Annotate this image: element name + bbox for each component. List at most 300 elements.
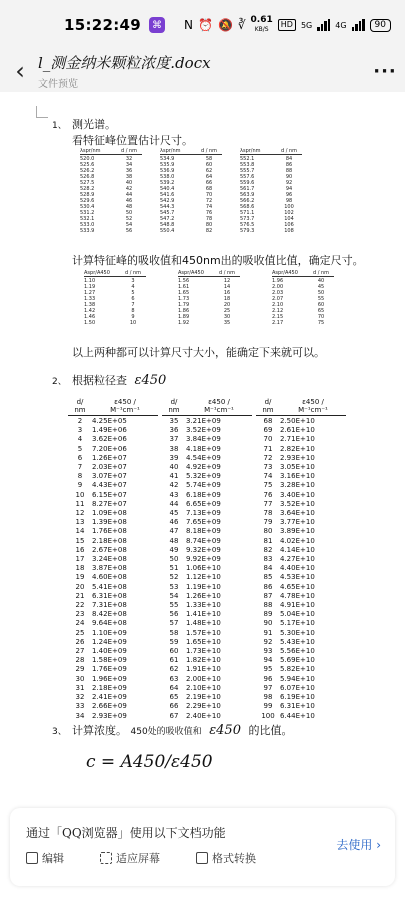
header-cell: M⁻¹cm⁻¹	[110, 406, 140, 414]
table-cell: 91	[263, 628, 273, 637]
network-4g-label: 4G	[335, 20, 347, 30]
table-cell: 2.40E+10	[186, 711, 221, 720]
nfc-icon: N	[184, 18, 193, 32]
table-cell: 46	[169, 518, 179, 527]
table-cell: 70	[317, 314, 325, 320]
table-cell: 8	[77, 472, 83, 481]
table-row	[256, 454, 346, 463]
table-cell: 50	[317, 290, 325, 296]
table-row	[68, 555, 158, 564]
table-cell: 5.74E+09	[186, 481, 221, 490]
table-cell: 5.94E+10	[280, 674, 315, 683]
back-arrow-icon[interactable]: ‹	[15, 57, 25, 85]
table-cell: 4.78E+10	[280, 591, 315, 600]
table-row	[256, 417, 346, 426]
table-cell: 4.14E+10	[280, 545, 315, 554]
table-cell: 579.3	[240, 228, 255, 234]
header-cell: d / nm	[218, 270, 236, 276]
table-cell: 2	[77, 417, 83, 425]
ratio-size-table	[84, 270, 366, 326]
table-cell: 2.18E+08	[92, 536, 127, 545]
table-cell: 47	[169, 527, 179, 536]
header-cell: d/	[264, 398, 272, 406]
table-row	[162, 601, 252, 610]
table-row	[256, 500, 346, 509]
table-row	[256, 435, 346, 444]
table-cell: 66	[205, 180, 213, 186]
table-cell: 1.38	[84, 302, 96, 308]
qq-browser-promo-card	[10, 808, 395, 886]
table-row	[162, 472, 252, 481]
table-cell: 550.4	[160, 228, 175, 234]
table-cell: 5.32E+09	[186, 472, 221, 481]
table-row	[68, 472, 158, 481]
go-use-button[interactable]: 去使用 ›	[336, 838, 381, 852]
table-row	[256, 509, 346, 518]
table-cell: 49	[169, 545, 179, 554]
table-cell: 79	[263, 518, 273, 527]
table-row	[68, 417, 158, 426]
table-cell: 19	[75, 573, 85, 582]
table-cell: 1.09E+08	[92, 509, 127, 518]
table-cell: 2.50E+10	[280, 417, 315, 425]
table-cell: 1.46	[84, 314, 96, 320]
table-cell: 80	[263, 527, 273, 536]
document-preview[interactable]	[0, 92, 405, 800]
table-cell: 6.15E+07	[92, 490, 127, 499]
header-rule	[68, 415, 158, 416]
table-cell: 52	[125, 216, 133, 222]
table-header	[68, 398, 158, 414]
table-cell: 3.62E+06	[92, 435, 127, 444]
table-cell: 2.07	[272, 296, 284, 302]
table-row	[256, 491, 346, 500]
table-cell: 540.4	[160, 186, 175, 192]
table-cell: 7.13E+09	[186, 509, 221, 518]
table-cell: 3.24E+08	[92, 555, 127, 564]
table-cell: 20	[223, 302, 231, 308]
table-cell: 94	[285, 186, 293, 192]
table-cell: 1.41E+10	[186, 610, 221, 619]
header-cell: λspr/nm	[80, 148, 101, 154]
table-cell: 63	[169, 674, 179, 683]
table-cell: 542.9	[160, 198, 175, 204]
table-cell: 539.2	[160, 180, 175, 186]
section-2-heading: 2、 根据粒径查 ε450	[52, 373, 167, 388]
table-cell: 557.6	[240, 174, 255, 180]
table-cell: 41	[169, 472, 179, 481]
table-cell: 50	[125, 210, 133, 216]
table-row	[256, 647, 346, 656]
table-column-group	[256, 398, 346, 721]
table-cell: 571.1	[240, 210, 255, 216]
table-cell: 3.84E+09	[186, 435, 221, 444]
table-cell: 2.67E+08	[92, 545, 127, 554]
table-cell: 8.74E+09	[186, 536, 221, 545]
table-row	[162, 675, 252, 684]
table-cell: 5	[77, 444, 83, 453]
table-cell: 38	[169, 444, 179, 453]
table-cell: 568.6	[240, 204, 255, 210]
header-cell: d/	[170, 398, 178, 406]
table-cell: 45	[317, 284, 325, 290]
table-cell: 5.30E+10	[280, 628, 315, 637]
status-bar	[0, 0, 405, 50]
table-cell: 98	[263, 693, 273, 702]
table-row	[68, 656, 158, 665]
table-cell: 4	[77, 435, 83, 444]
table-cell: 30	[75, 674, 85, 683]
table-cell: 7.20E+06	[92, 444, 127, 453]
table-row	[68, 592, 158, 601]
table-cell: 28	[75, 656, 85, 665]
table-cell: 89	[263, 610, 273, 619]
table-cell: 70	[263, 435, 273, 444]
table-cell: 54	[125, 222, 133, 228]
header-cell: nm	[74, 406, 86, 414]
table-row	[256, 656, 346, 665]
promo-text: 通过「QQ浏览器」使用以下文档功能	[26, 826, 226, 840]
table-cell: 82	[205, 228, 213, 234]
table-cell: 6.31E+10	[280, 702, 315, 711]
table-row	[162, 537, 252, 546]
table-cell: 4.25E+05	[92, 417, 127, 425]
table-cell: 2.66E+09	[92, 702, 127, 711]
table-cell: 90	[263, 619, 273, 628]
fit-screen-feature[interactable]: 适应屏幕	[100, 850, 160, 866]
table-cell: 6	[77, 453, 83, 462]
table-cell: 9.32E+09	[186, 545, 221, 554]
table-cell: 97	[263, 683, 273, 692]
table-cell: 33	[75, 702, 85, 711]
table-cell: 4.60E+08	[92, 573, 127, 582]
table-cell: 5.56E+10	[280, 647, 315, 656]
table-cell: 526.2	[80, 168, 95, 174]
table-row	[256, 693, 346, 702]
table-cell: 94	[263, 656, 273, 665]
table-column-group	[178, 270, 240, 326]
table-cell: 96	[285, 192, 293, 198]
table-cell: 3	[77, 426, 83, 435]
table-cell: 58	[205, 156, 213, 162]
table-cell: 535.9	[160, 162, 175, 168]
table-cell: 1.76E+08	[92, 527, 127, 536]
table-cell: 50	[169, 555, 179, 564]
table-cell: 1.49E+06	[92, 426, 127, 435]
table-cell: 58	[169, 628, 179, 637]
table-cell: 16	[223, 290, 231, 296]
format-convert-feature[interactable]: 格式转换	[196, 850, 256, 866]
table-header	[162, 398, 252, 414]
table-cell: 2.03E+07	[92, 463, 127, 472]
table-row	[162, 656, 252, 665]
table-cell: 1.82E+10	[186, 656, 221, 665]
header-cell: Aspr/A450	[272, 270, 298, 276]
table-cell: 1.10E+09	[92, 628, 127, 637]
table-cell: 1.96E+09	[92, 674, 127, 683]
table-cell: 31	[75, 683, 85, 692]
table-cell: 22	[75, 601, 85, 610]
table-cell: 1.57E+10	[186, 628, 221, 637]
table-row	[256, 518, 346, 527]
table-cell: 20	[75, 582, 85, 591]
table-cell: 1.65	[178, 290, 190, 296]
table-row	[256, 610, 346, 619]
table-cell: 87	[263, 591, 273, 600]
header-cell: ε450 /	[208, 398, 230, 406]
table-cell: 1.10	[84, 278, 96, 284]
table-cell: 2.12	[272, 308, 284, 314]
table-row	[256, 445, 346, 454]
table-cell: 5.41E+08	[92, 582, 127, 591]
table-cell: 8.18E+09	[186, 527, 221, 536]
table-row	[68, 665, 158, 674]
table-cell: 2.29E+10	[186, 702, 221, 711]
table-cell: 3.52E+10	[280, 499, 315, 508]
table-cell: 1.12E+10	[186, 573, 221, 582]
table-cell: 42	[125, 186, 133, 192]
table-cell: 14	[223, 284, 231, 290]
table-cell: 2.10	[272, 302, 284, 308]
table-row	[162, 435, 252, 444]
table-cell: 533.0	[80, 222, 95, 228]
table-cell: 88	[263, 601, 273, 610]
table-cell: 5.04E+10	[280, 610, 315, 619]
spr-size-table	[80, 148, 320, 234]
table-cell: 2.82E+10	[280, 444, 315, 453]
table-row	[80, 228, 142, 234]
table-header	[160, 148, 222, 155]
table-cell: 55	[169, 601, 179, 610]
table-row	[68, 509, 158, 518]
table-cell: 7	[77, 463, 83, 472]
table-cell: 48	[125, 204, 133, 210]
table-cell: 13	[75, 518, 85, 527]
table-cell: 1.42	[84, 308, 96, 314]
more-dots-icon[interactable]: ···	[373, 60, 397, 82]
table-cell: 6.31E+08	[92, 591, 127, 600]
table-cell: 1.33E+10	[186, 601, 221, 610]
table-row	[162, 500, 252, 509]
table-row	[162, 684, 252, 693]
table-cell: 40	[317, 278, 325, 284]
table-row	[68, 638, 158, 647]
table-row	[162, 555, 252, 564]
table-row	[68, 454, 158, 463]
table-cell: 18	[75, 564, 85, 573]
table-cell: 545.7	[160, 210, 175, 216]
table-cell: 80	[205, 222, 213, 228]
table-cell: 6	[131, 296, 135, 302]
header-cell: ε450 /	[114, 398, 136, 406]
table-cell: 25	[223, 308, 231, 314]
table-row	[162, 693, 252, 702]
table-cell: 69	[263, 426, 273, 435]
table-cell: 2.15	[272, 314, 284, 320]
table-row	[162, 665, 252, 674]
table-row	[256, 426, 346, 435]
table-cell: 547.2	[160, 216, 175, 222]
table-cell: 3.07E+07	[92, 472, 127, 481]
table-header	[84, 270, 146, 277]
table-cell: 1.50	[84, 320, 96, 326]
table-row	[68, 537, 158, 546]
table-cell: 566.2	[240, 198, 255, 204]
table-header	[256, 398, 346, 414]
table-header	[80, 148, 142, 155]
network-5g-label: 5G	[300, 20, 313, 30]
table-row	[68, 435, 158, 444]
table-cell: 534.9	[160, 156, 175, 162]
table-row	[162, 527, 252, 536]
table-cell: 84	[285, 156, 293, 162]
table-cell: 3.52E+09	[186, 426, 221, 435]
table-cell: 563.9	[240, 192, 255, 198]
table-row	[162, 583, 252, 592]
table-cell: 35	[169, 417, 179, 425]
title-block	[38, 52, 365, 90]
table-row	[68, 629, 158, 638]
table-cell: 1.73E+10	[186, 647, 221, 656]
header-cell: d/	[76, 398, 84, 406]
table-cell: 6.18E+09	[186, 490, 221, 499]
table-cell: 3.77E+10	[280, 518, 315, 527]
table-row	[162, 619, 252, 628]
section-1-text: 看特征峰位置估计尺寸。	[72, 134, 193, 147]
table-cell: 84	[263, 564, 273, 573]
table-cell: 1.91E+10	[186, 665, 221, 674]
table-row	[162, 426, 252, 435]
table-cell: 5.43E+10	[280, 637, 315, 646]
table-cell: 5	[131, 290, 135, 296]
table-cell: 527.5	[80, 180, 95, 186]
table-cell: 51	[169, 564, 179, 573]
table-cell: 71	[263, 444, 273, 453]
table-cell: 4.43E+07	[92, 481, 127, 490]
header-cell: d / nm	[200, 148, 218, 154]
table-cell: 60	[205, 162, 213, 168]
table-cell: 73	[263, 463, 273, 472]
status-time: 15:22:49	[64, 16, 142, 34]
table-row	[162, 647, 252, 656]
table-row	[162, 518, 252, 527]
table-row	[68, 675, 158, 684]
table-row	[68, 518, 158, 527]
table-row	[256, 619, 346, 628]
table-row	[256, 638, 346, 647]
table-cell: 39	[169, 453, 179, 462]
table-cell: 2.03	[272, 290, 284, 296]
header-cell: d / nm	[124, 270, 142, 276]
table-row	[272, 320, 334, 326]
table-cell: 4.92E+09	[186, 463, 221, 472]
table-cell: 520.0	[80, 156, 95, 162]
table-cell: 7.31E+08	[92, 601, 127, 610]
status-icons	[184, 16, 391, 34]
signal-icon-2	[352, 19, 365, 31]
table-cell: 62	[205, 168, 213, 174]
table-cell: 526.8	[80, 174, 95, 180]
table-cell: 2.17	[272, 320, 284, 326]
table-cell: 75	[317, 320, 325, 326]
table-cell: 26	[75, 637, 85, 646]
table-cell: 10	[75, 490, 85, 499]
table-cell: 1.19	[84, 284, 96, 290]
table-cell: 62	[169, 665, 179, 674]
table-cell: 1.86	[178, 308, 190, 314]
bluetooth-icon: ∛	[237, 18, 246, 32]
table-cell: 78	[263, 509, 273, 518]
table-cell: 4.02E+10	[280, 536, 315, 545]
table-cell: 544.3	[160, 204, 175, 210]
table-cell: 2.61E+10	[280, 426, 315, 435]
table-column-group	[160, 148, 222, 234]
table-row	[162, 702, 252, 711]
table-cell: 2.71E+10	[280, 435, 315, 444]
table-column-group	[68, 398, 158, 721]
table-cell: 12	[223, 278, 231, 284]
table-cell: 86	[285, 162, 293, 168]
table-cell: 83	[263, 555, 273, 564]
table-row	[162, 712, 252, 721]
table-cell: 1.48E+10	[186, 619, 221, 628]
table-cell: 2.18E+09	[92, 683, 127, 692]
table-cell: 35	[223, 320, 231, 326]
header-rule	[162, 415, 252, 416]
table-cell: 4	[131, 284, 135, 290]
table-cell: 573.7	[240, 216, 255, 222]
section-3-heading: 3、 计算浓度。 450处的吸收值和 ε450 的比值。	[52, 723, 293, 738]
table-cell: 532.1	[80, 216, 95, 222]
table-column-group	[80, 148, 142, 234]
table-row	[68, 583, 158, 592]
table-cell: 72	[263, 453, 273, 462]
table-cell: 55	[317, 296, 325, 302]
header-cell: ε450 /	[302, 398, 324, 406]
table-row	[84, 320, 146, 326]
table-row	[68, 573, 158, 582]
table-cell: 531.2	[80, 210, 95, 216]
table-cell: 74	[205, 204, 213, 210]
table-row	[178, 320, 240, 326]
table-cell: 53	[169, 582, 179, 591]
table-column-group	[272, 270, 334, 326]
table-cell: 29	[75, 665, 85, 674]
table-cell: 30	[223, 314, 231, 320]
table-cell: 9	[77, 481, 83, 490]
table-row	[256, 592, 346, 601]
table-cell: 67	[169, 711, 179, 720]
table-row	[162, 638, 252, 647]
table-cell: 561.7	[240, 186, 255, 192]
table-row	[68, 684, 158, 693]
table-cell: 553.8	[240, 162, 255, 168]
table-row	[68, 712, 158, 721]
fit-screen-icon	[100, 852, 112, 864]
edit-feature[interactable]: 编辑	[26, 850, 64, 866]
table-cell: 4.40E+10	[280, 564, 315, 573]
table-row	[68, 610, 158, 619]
table-row	[160, 228, 222, 234]
table-row	[68, 564, 158, 573]
table-cell: 1.76E+09	[92, 665, 127, 674]
table-cell: 533.9	[80, 228, 95, 234]
table-cell: 75	[263, 481, 273, 490]
header-cell: M⁻¹cm⁻¹	[298, 406, 328, 414]
file-convert-icon	[196, 852, 208, 864]
table-header	[240, 148, 302, 155]
table-cell: 1.61	[178, 284, 190, 290]
